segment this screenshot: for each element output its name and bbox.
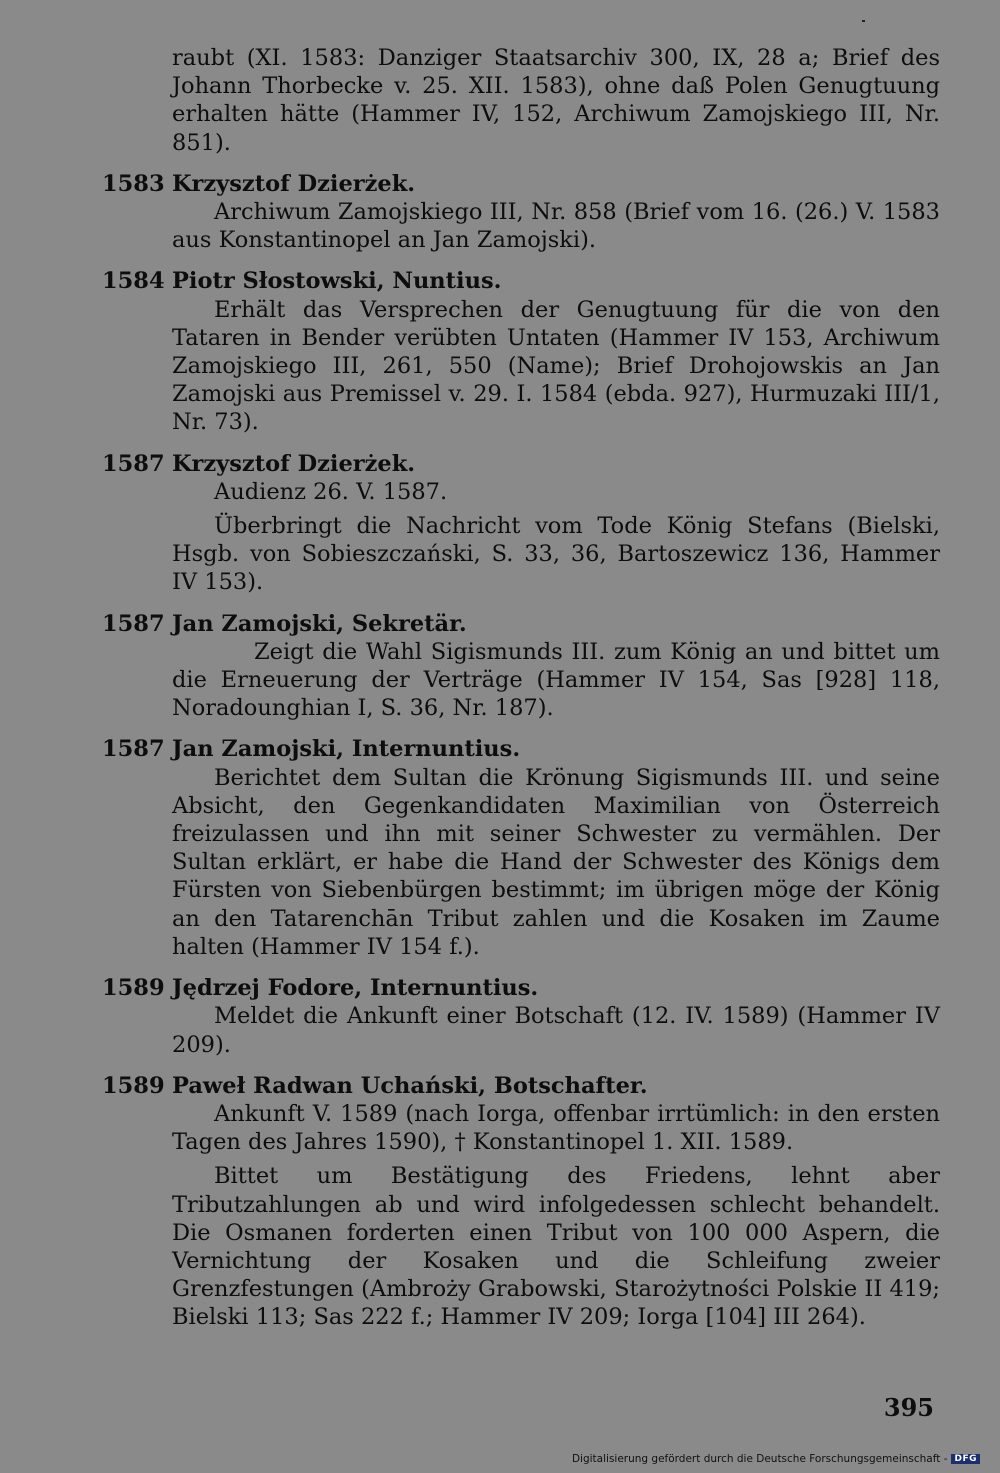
entry-paragraph: Berichtet dem Sultan die Krönung Sigismunds III. und seine Absicht, den Gegenkandidaten Maximilian von Österreich freizulassen und ihn mit seiner Schwester zu vermählen. Der Sultan erklärt, er habe die Hand der Schwester des Königs dem Fürsten von Siebenbürgen bestimmt; im übrigen möge der König an den Tatarenchān Tribut zahlen und die Kosaken im Zaume halten (Hammer IV 154 f.). bbox=[172, 764, 940, 960]
entry-year: 1589 bbox=[102, 1072, 165, 1099]
entry-1587-dzierzek bbox=[102, 450, 940, 597]
entry-year: 1587 bbox=[102, 450, 165, 477]
entry-1587-zamojski-sekretaer bbox=[102, 610, 940, 723]
entry-paragraph: Audienz 26. V. 1587. bbox=[214, 478, 448, 505]
entry-1587-zamojski-internuntius bbox=[102, 735, 940, 961]
entry-paragraph: Überbringt die Nachricht vom Tode König Stefans (Bielski, Hsgb. von Sobieszczański, S. 33, 36, Bartoszewicz 136, Hammer IV 153). bbox=[172, 513, 940, 596]
entry-paragraph: Meldet die Ankunft einer Botschaft (12. IV. 1589) (Hammer IV 209). bbox=[172, 1003, 940, 1058]
entry-name: Jan Zamojski, Sekretär. bbox=[172, 610, 467, 637]
entry-year: 1584 bbox=[102, 268, 165, 295]
footer-text: Digitalisierung gefördert durch die Deutsche Forschungsgemeinschaft - bbox=[571, 1453, 948, 1465]
digitization-footer bbox=[572, 1453, 980, 1465]
entry-paragraph: Ankunft V. 1589 (nach Iorga, offenbar irrtümlich: in den ersten Tagen des Jahres 1590), † Konstantinopel 1. XII. 1589. bbox=[172, 1100, 940, 1156]
entry-1583-dzierzek bbox=[102, 170, 940, 255]
entry-name: Paweł Radwan Uchański, Botschafter. bbox=[172, 1072, 648, 1099]
entry-name: Jan Zamojski, Internuntius. bbox=[172, 736, 521, 763]
entry-paragraph: Bittet um Bestätigung des Friedens, lehnt aber Tributzahlungen ab und wird infolgedessen schlecht behandelt. Die Osmanen forderten einen Tribut von 100 000 Aspern, die Vernichtung der Kosaken und die Schleifung zweier Grenzfestungen (Ambroży Grabowski, Starożytności Polskie II 419; Bielski 113; Sas 222 f.; Hammer IV 209; Iorga [104] III 264). bbox=[172, 1163, 940, 1331]
continued-paragraph: raubt (XI. 1583: Danziger Staatsarchiv 300, IX, 28 a; Brief des Johann Thorbecke v. 25. XII. 1583), ohne daß Polen Genugtuung erhalten hätte (Hammer IV, 152, Archiwum Zamojskiego III, Nr. 851). bbox=[172, 45, 940, 156]
entry-year: 1589 bbox=[102, 975, 165, 1002]
entry-1589-fodore bbox=[102, 974, 940, 1059]
entry-paragraph: Erhält das Versprechen der Genugtuung für die von den Tataren in Bender verübten Untaten (Hammer IV 153, Archiwum Zamojskiego III, 261, 550 (Name); Brief Drohojowskis an Jan Zamojski aus Premissel v. 29. I. 1584 (ebda. 927), Hurmuzaki III/1, Nr. 73). bbox=[172, 296, 940, 436]
dfg-logo: DFG bbox=[951, 1454, 980, 1464]
entry-name: Krzysztof Dzierżek. bbox=[172, 170, 416, 197]
scan-speck bbox=[862, 20, 865, 22]
entry-1589-uchanski bbox=[102, 1072, 940, 1332]
entry-name: Jędrzej Fodore, Internuntius. bbox=[172, 975, 539, 1002]
entry-paragraph: Zeigt die Wahl Sigismunds III. zum König an und bittet um die Erneuerung der Verträge (Hammer IV 154, Sas [928] 118, Noradounghian I, S. 36, Nr. 187). bbox=[172, 638, 940, 722]
entry-year: 1583 bbox=[102, 170, 165, 197]
entry-name: Krzysztof Dzierżek. bbox=[172, 450, 416, 477]
entry-paragraph: Archiwum Zamojskiego III, Nr. 858 (Brief vom 16. (26.) V. 1583 aus Konstantinopel an Jan Zamojski). bbox=[172, 199, 940, 254]
entry-1584-slostowski bbox=[102, 267, 940, 436]
entry-year: 1587 bbox=[102, 736, 165, 763]
body-text bbox=[102, 44, 940, 1332]
entry-name: Piotr Słostowski, Nuntius. bbox=[172, 268, 502, 295]
page-number: 395 bbox=[883, 1393, 934, 1422]
entry-year: 1587 bbox=[102, 610, 165, 637]
